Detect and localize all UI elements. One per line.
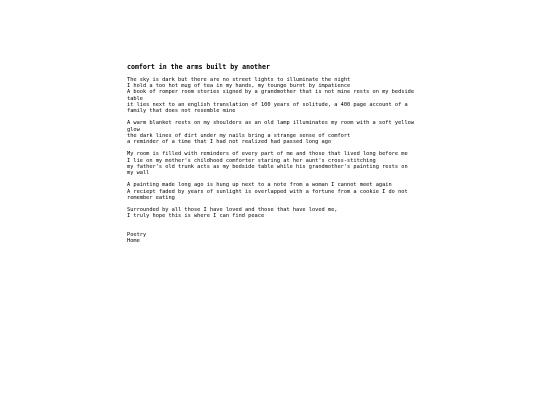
nav-links [127, 232, 415, 244]
stanza-4 [127, 182, 415, 201]
home-link[interactable]: Home [127, 237, 140, 244]
poem-line: I truly hope this is where I can find peace [127, 213, 265, 220]
stanza-3 [127, 151, 415, 176]
poem-line: A warm blanket rests on my shoulders as an old lamp illuminates my room with a soft yellow glow [127, 120, 415, 133]
poem-line: I hold a too hot mug of tea in my hands, my tounge burnt by impatience [127, 83, 351, 90]
poem-line: a reminder of a time that I had not realized had passed long ago [127, 139, 332, 146]
poem-line: My room is filled with reminders of every part of me and those that lived long before me [127, 151, 408, 158]
stanza-1 [127, 77, 415, 114]
poem-line: The sky is dark but there are no street lights to illuminate the night [127, 77, 351, 83]
poem-content [127, 63, 415, 244]
poem-line: the dark lines of dirt under my nails bring a strange sense of comfort [127, 132, 351, 139]
poem-line: A reciept faded by years of sunlight is overlapped with a fortune from a cookie I do not remember eating [127, 188, 408, 201]
poem-line: Surrounded by all those I have loved and those that have loved me, [127, 207, 338, 214]
poetry-link[interactable]: Poetry [127, 231, 147, 238]
stanza-2 [127, 120, 415, 145]
poem-line: it lies next to an english translation of 100 years of solitude, a 400 page account of a family that does not resemble mine [127, 101, 408, 115]
poem-line: my father's old trunk acts as my bedside table while his grandmother's painting rests on my wall [127, 163, 408, 177]
poem-line: A book of romper room stories signed by a grandmother that is not mine rests on my bedside table [127, 89, 415, 102]
stanza-5 [127, 207, 415, 219]
poem-line: I lie on my mother's childhood comforter staring at her aunt's cross-stitching [127, 157, 376, 164]
poem-title: comfort in the arms built by another [127, 63, 270, 71]
poem-line: A painting made long ago is hung up next to a note from a woman I cannot meet again [127, 182, 392, 189]
